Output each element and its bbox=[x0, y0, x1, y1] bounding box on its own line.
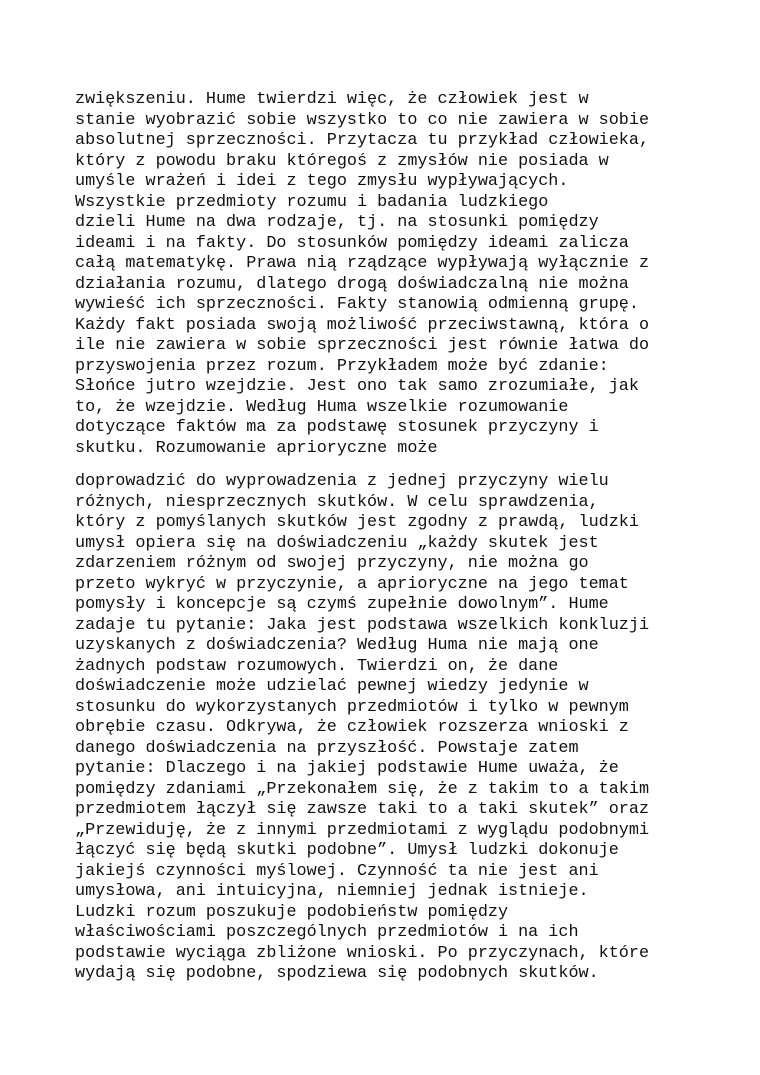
text-line: obrębie czasu. Odkrywa, że człowiek rozszerza wnioski z bbox=[75, 718, 629, 737]
text-line: działania rozumu, dlatego drogą doświadczalną nie można bbox=[75, 274, 629, 294]
text-line: przedmiotem łączył się zawsze taki to a taki skutek” oraz bbox=[75, 800, 650, 819]
text-line: przyswojenia przez rozum. Przykładem może być zdanie: bbox=[75, 356, 609, 376]
text-line: absolutnej sprzeczności. Przytacza tu przykład człowieka, bbox=[75, 131, 650, 150]
text-line: Wszystkie przedmioty rozumu i badania ludzkiego bbox=[75, 192, 549, 212]
text-line: umysł opiera się na doświadczeniu „każdy skutek jest bbox=[75, 533, 599, 553]
text-line: wydają się podobne, spodziewa się podobnych skutków. bbox=[75, 964, 599, 983]
text-line: zdarzeniem różnym od swojej przyczyny, nie można go bbox=[75, 554, 589, 573]
text-block-lower bbox=[75, 472, 715, 985]
text-line: ile nie zawiera w sobie sprzeczności jest równie łatwa do bbox=[75, 336, 650, 355]
text-line: ideami i na fakty. Do stosunków pomiędzy ideami zalicza bbox=[75, 233, 629, 253]
text-line: wywieść ich sprzeczności. Fakty stanowią odmienną grupę. bbox=[75, 295, 639, 314]
text-line: całą matematykę. Prawa nią rządzące wypływają wyłącznie z bbox=[75, 254, 650, 273]
text-line: stanie wyobrazić sobie wszystko to co nie zawiera w sobie bbox=[75, 110, 650, 130]
text-line: pytanie: Dlaczego i na jakiej podstawie Hume uważa, że bbox=[75, 759, 619, 778]
text-line: Każdy fakt posiada swoją możliwość przeciwstawną, która o bbox=[75, 315, 650, 335]
text-line: który z pomyślanych skutków jest zgodny z prawdą, ludzki bbox=[75, 513, 639, 532]
text-line: to, że wzejdzie. Według Huma wszelkie rozumowanie bbox=[75, 397, 569, 417]
text-line: jakiejś czynności myślowej. Czynność ta nie jest ani bbox=[75, 861, 599, 881]
text-line: właściwościami poszczególnych przedmiotów i na ich bbox=[75, 923, 579, 942]
text-line: dotyczące faktów ma za podstawę stosunek przyczyny i bbox=[75, 418, 599, 437]
text-line: żadnych podstaw rozumowych. Twierdzi on, że dane bbox=[75, 656, 559, 676]
text-line: pomiędzy zdaniami „Przekonałem się, że z takim to a takim bbox=[75, 779, 650, 799]
text-line: danego doświadczenia na przyszłość. Powstaje zatem bbox=[75, 738, 579, 758]
text-line: uzyskanych z doświadczenia? Według Huma nie mają one bbox=[75, 636, 599, 655]
text-line: który z powodu braku któregoś z zmysłów nie posiada w bbox=[75, 151, 609, 171]
text-line: dzieli Hume na dwa rodzaje, tj. na stosunki pomiędzy bbox=[75, 213, 599, 232]
text-line: Ludzki rozum poszukuje podobieństw pomiędzy bbox=[75, 902, 509, 922]
text-line: skutku. Rozumowanie aprioryczne może bbox=[75, 438, 438, 458]
text-line: umyśle wrażeń i idei z tego zmysłu wypływających. bbox=[75, 172, 569, 191]
text-line: umysłowa, ani intuicyjna, niemniej jednak istnieje. bbox=[75, 882, 589, 901]
text-line: doprowadzić do wyprowadzenia z jednej przyczyny wielu bbox=[75, 472, 609, 491]
text-line: przeto wykryć w przyczynie, a aprioryczne na jego temat bbox=[75, 574, 629, 594]
text-line: Słońce jutro wzejdzie. Jest ono tak samo zrozumiałe, jak bbox=[75, 377, 639, 396]
text-line: zadaje tu pytanie: Jaka jest podstawa wszelkich konkluzji bbox=[75, 615, 650, 635]
text-line: łączyć się będą skutki podobne”. Umysł ludzki dokonuje bbox=[75, 841, 619, 860]
text-line: różnych, niesprzecznych skutków. W celu sprawdzenia, bbox=[75, 492, 599, 512]
text-line: zwiększeniu. Hume twierdzi więc, że człowiek jest w bbox=[75, 90, 589, 109]
text-line: pomysły i koncepcje są czymś zupełnie dowolnym”. Hume bbox=[75, 595, 609, 614]
text-line: stosunku do wykorzystanych przedmiotów i tylko w pewnym bbox=[75, 697, 629, 717]
text-line: podstawie wyciąga zbliżone wnioski. Po przyczynach, które bbox=[75, 943, 650, 963]
text-block-upper bbox=[75, 90, 715, 459]
text-line: doświadczenie może udzielać pewnej wiedzy jedynie w bbox=[75, 677, 589, 696]
text-line: „Przewiduję, że z innymi przedmiotami z wyglądu podobnymi bbox=[75, 820, 650, 840]
